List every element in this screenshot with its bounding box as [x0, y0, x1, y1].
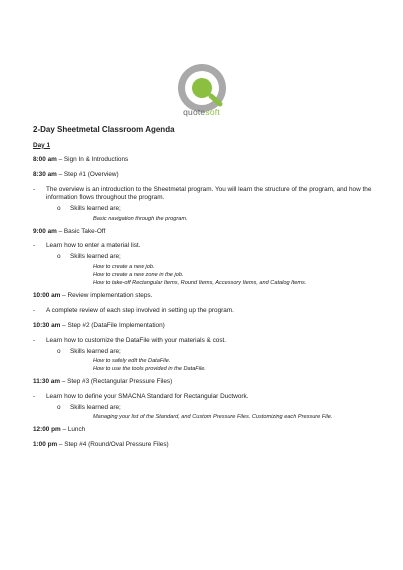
dash-marker: -	[33, 306, 36, 314]
dash-marker: -	[33, 185, 36, 193]
agenda-entry	[33, 426, 378, 435]
entry-time: 10:30 am	[33, 322, 61, 330]
circle-bullet: o	[57, 205, 61, 212]
page-title: 2-Day Sheetmetal Classroom Agenda	[33, 125, 175, 134]
skills-list	[33, 357, 378, 373]
agenda-entry	[33, 228, 378, 237]
bullet-item	[33, 242, 378, 251]
agenda-entry	[33, 441, 378, 450]
entry-time: 11:30 am	[33, 378, 61, 386]
skills-heading	[33, 348, 378, 357]
brand-name-part1: quote	[183, 107, 206, 117]
skill-item: How to take-off Rectangular Items, Round Items, Accessory Items, and Catalog Items.	[93, 279, 307, 286]
brand-name-part2: soft	[205, 107, 220, 117]
entry-text: – Basic Take-Off	[56, 227, 106, 235]
skill-item: How to create a new job.	[93, 263, 155, 270]
skills-heading	[33, 253, 378, 262]
dash-marker: -	[33, 336, 36, 344]
skill-item: How to safely edit the DataFile.	[93, 358, 171, 365]
entry-time: 8:30 am	[33, 171, 57, 179]
skills-text: Skills learned are;	[70, 347, 121, 355]
agenda-content	[33, 125, 378, 456]
agenda-entry	[33, 292, 378, 301]
entry-time: 1:00 pm	[33, 441, 58, 449]
skills-text: Skills learned are;	[70, 205, 121, 212]
bullet-item	[33, 337, 378, 346]
agenda-entry	[33, 156, 378, 165]
skill-item: How to create a new zone in the job.	[93, 271, 184, 278]
entry-time: 8:00 am	[33, 156, 57, 164]
entry-text: – Step #3 (Rectangular Pressure Files)	[60, 378, 173, 386]
skills-list	[33, 263, 378, 287]
agenda-entry	[33, 378, 378, 387]
dash-marker: -	[33, 242, 36, 250]
skills-text: Skills learned are;	[70, 253, 121, 261]
skills-list	[33, 413, 378, 421]
bullet-text: A complete review of each step involved in setting up the program.	[46, 306, 234, 314]
bullet-text: The overview is an introduction to the Sheetmetal program. You will learn the structure of the program, and how the information flows throughout the program.	[46, 185, 372, 202]
entry-text: – Lunch	[60, 426, 86, 434]
bullet-text: Learn how to customize the DataFile with your materials & cost.	[46, 336, 227, 344]
bullet-text: Learn how to define your SMACNA Standard for Rectangular Ductwork.	[46, 393, 249, 401]
skill-item: How to use the tools provided in the DataFile.	[93, 366, 206, 373]
day-heading: Day 1	[33, 141, 51, 149]
entry-text: – Sign In & Introductions	[56, 156, 129, 164]
entry-text: – Step #2 (DataFile Implementation)	[60, 322, 165, 330]
skills-text: Skills learned are;	[70, 403, 121, 411]
skills-list	[33, 215, 378, 223]
skills-heading	[33, 404, 378, 413]
skill-item: Basic navigation through the program.	[93, 215, 188, 222]
bullet-item	[33, 307, 378, 316]
brand-name	[0, 107, 403, 117]
agenda-list	[33, 156, 378, 449]
dash-marker: -	[33, 393, 36, 401]
skills-heading	[33, 205, 378, 214]
entry-time: 9:00 am	[33, 227, 57, 235]
entry-time: 10:00 am	[33, 292, 61, 299]
bullet-text: Learn how to enter a material list.	[46, 242, 141, 250]
circle-bullet: o	[57, 347, 61, 355]
entry-text: – Review implementation steps.	[60, 292, 153, 299]
entry-text: – Step #4 (Round/Oval Pressure Files)	[57, 441, 169, 449]
agenda-entry	[33, 322, 378, 331]
circle-bullet: o	[57, 403, 61, 411]
skill-item: Managing your list of the Standard, and Custom Pressure Files. Customizing each Pressure File.	[93, 414, 333, 421]
circle-bullet: o	[57, 253, 61, 261]
entry-text: – Step #1 (Overview)	[56, 171, 119, 179]
bullet-item	[33, 186, 378, 203]
bullet-item	[33, 393, 378, 402]
entry-time: 12:00 pm	[33, 426, 61, 434]
agenda-entry	[33, 171, 378, 180]
